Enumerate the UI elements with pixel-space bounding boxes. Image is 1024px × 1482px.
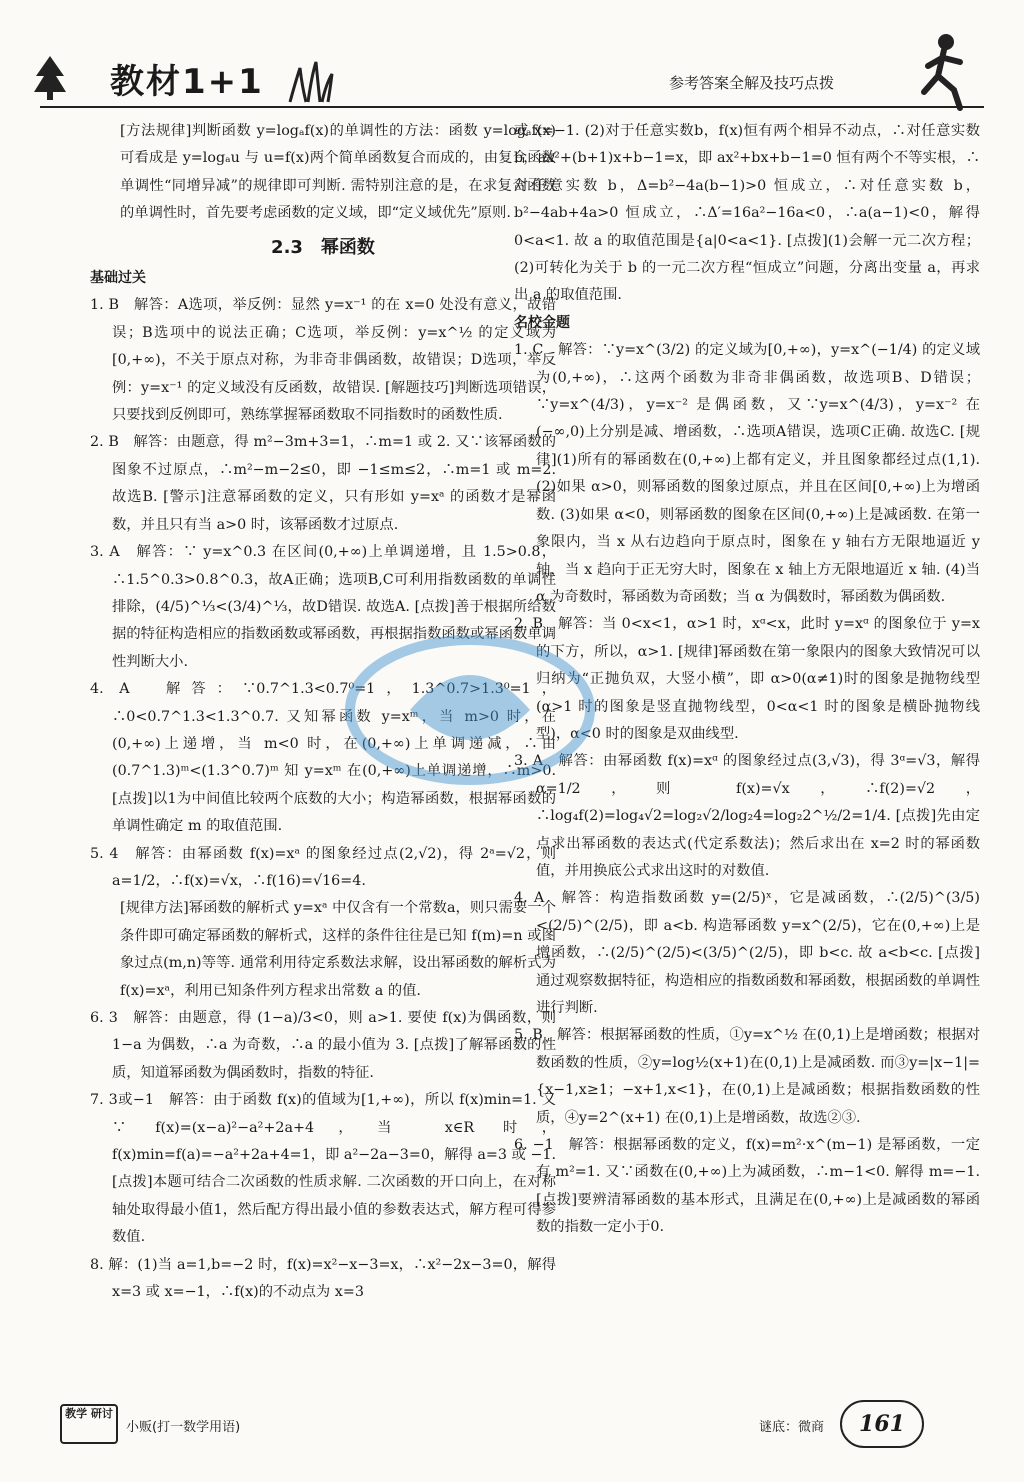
continued-answer: 或 x=−1. (2)对于任意实数b，f(x)恒有两个相异不动点，∴对任意实数 b，ax²+(b+1)x+b−1=x，即 ax²+bx+b−1=0 恒有两个不等实根，∴对任意实数 b，Δ=b²−4a(b−1)>0 恒成立，∴对任意实数 b，b²−4ab+4a>0 恒成立，∴Δ′=16a²−16a<0，∴a(a−1)<0，解得 0<a<1. 故 a 的取值范围是{a|0<a<1}. [点拨](1)会解一元二次方程；(2)可转化为关于 b 的一元二次方程“恒成立”问题，分离出变量 a，再求出 a 的取值范围. bbox=[514, 123, 980, 304]
grass-icon bbox=[286, 60, 336, 104]
answer-item: 2. B 解答：由题意，得 m²−3m+3=1，∴m=1 或 2. 又∵该幂函数的图象不过原点，∴m²−m−2≤0，即 −1≤m≤2，∴m=1 或 m=2. 故选B. [警示]注意幂函数的定义，只有形如 y=xᵃ 的函数才是幂函数，并且只有当 a>0 时，该幂函数才过原点. bbox=[90, 434, 556, 533]
footer-riddle: 小贩(打一数学用语) bbox=[126, 1420, 241, 1435]
brand-plus: 1+1 bbox=[182, 62, 264, 102]
answer-item: 3. A 解答：∵ y=x^0.3 在区间(0,+∞)上单调递增，且 1.5>0.8，∴1.5^0.3>0.8^0.3，故A正确；选项B,C可利用指数函数的单调性排除，(4/5)^⅓<(3/4)^⅓，故D错误. 故选A. [点拨]善于根据所给数据的特征构造相应的指数函数或幂函数，再根据指数函数或幂函数单调性判断大小. bbox=[90, 544, 556, 670]
subhead-gold: 名校金题 bbox=[514, 314, 570, 331]
answer-item: 2. B 解答：当 0<x<1，α>1 时，xᵅ<x，此时 y=xᵅ 的图象位于 y=x 的下方，所以，α>1. [规律]幂函数在第一象限内的图象大致情况可以归纳为“正抛负双，大竖小横”，即 α>0(α≠1)时的图象是抛物线型(α>1 时的图象是竖直抛物线型，0<α<1 时的图象是横卧抛物线型)，α<0 时的图象是双曲线型. bbox=[514, 616, 980, 742]
subhead-basic: 基础过关 bbox=[90, 270, 146, 287]
page-footer bbox=[60, 1400, 964, 1450]
answer-item: 3. A 解答：由幂函数 f(x)=xᵅ 的图象经过点(3,√3)，得 3ᵅ=√3，解得 α=1/2，则 f(x)=√x，∴f(2)=√2，∴log₄f(2)=log₄√2=log₂√2/log₂4=log₂2^½/2=1/4. [点拨]先由定点求出幂函数的表达式(代定系数法)；然后求出在 x=2 时的幂函数值，并用换底公式求出这时的对数值. bbox=[514, 753, 980, 879]
answer-item: 8. 解：(1)当 a=1,b=−2 时，f(x)=x²−x−3=x，∴x²−2x−3=0，解得 x=3 或 x=−1，∴f(x)的不动点为 x=3 bbox=[90, 1256, 556, 1301]
page-number: 161 bbox=[840, 1400, 924, 1448]
footer-logo: 教学 研讨 bbox=[60, 1404, 118, 1444]
header-subtitle: 参考答案全解及技巧点拨 bbox=[668, 74, 834, 92]
right-column bbox=[514, 118, 980, 1242]
answer-item: 4. A 解答：∵0.7^1.3<0.7⁰=1，1.3^0.7>1.3⁰=1，∴0<0.7^1.3<1.3^0.7. 又知幂函数 y=xᵐ，当 m>0 时，在(0,+∞)上递增，当 m<0 时，在(0,+∞)上单调递减，∴由(0.7^1.3)ᵐ<(1.3^0.7)ᵐ 知 y=xᵐ 在(0,+∞)上单调递增，∴m>0. [点拨]以1为中间值比较两个底数的大小；构造幂函数，根据幂函数的单调性确定 m 的取值范围. bbox=[90, 681, 556, 835]
answer-item: 6. −1 解答：根据幂函数的定义，f(x)=m²·x^(m−1) 是幂函数，一定有 m²=1. 又∵函数在(0,+∞)上为减函数，∴m−1<0. 解得 m=−1. [点拨]要辨清幂函数的基本形式，且满足在(0,+∞)上是减函数的幂函数的指数一定小于0. bbox=[514, 1137, 980, 1236]
answer-item: 5. B 解答：根据幂函数的性质，①y=x^½ 在(0,1)上是增函数；根据对数函数的性质，②y=log½(x+1)在(0,1)上是减函数. 而③y=|x−1|={x−1,x≥1；−x+1,x<1}，在(0,1)上是减函数；根据指数函数的性质，④y=2^(x+1) 在(0,1)上是增函数，故选②③. bbox=[514, 1027, 980, 1126]
rule-note: [规律方法]幂函数的解析式 y=xᵃ 中仅含有一个常数a，则只需要一个条件即可确定幂函数的解析式，这样的条件往往是已知 f(m)=n 或图象过点(m,n)等等. 通常利用待定系数法求解，设出幂函数的解析式为 f(x)=xᵃ，利用已知条件列方程求出常数 a 的值. bbox=[120, 900, 556, 999]
footer-riddle-answer: 谜底：微商 bbox=[758, 1420, 824, 1435]
brand-text: 教材 bbox=[110, 62, 182, 102]
page-header bbox=[40, 40, 984, 112]
left-column bbox=[90, 118, 556, 1306]
answer-item: 5. 4 解答：由幂函数 f(x)=xᵃ 的图象经过点(2,√2)，得 2ᵃ=√2，则 a=1/2，∴f(x)=√x，∴f(16)=√16=4. bbox=[90, 845, 556, 889]
answer-item: 6. 3 解答：由题意，得 (1−a)/3<0，则 a>1. 要使 f(x)为偶函数，则 1−a 为偶数，∴a 为奇数，∴a 的最小值为 3. [点拨]了解幂函数的性质，知道幂函数为偶函数时，指数的特征. bbox=[90, 1010, 556, 1081]
method-note: [方法规律]判断函数 y=logₐf(x)的单调性的方法：函数 y=logₐf(x)可看成是 y=logₐu 与 u=f(x)两个简单函数复合而成的，由复合函数单调性“同增异减”的规律即可判断. 需特别注意的是，在求复合函数的单调性时，首先要考虑函数的定义域，即“定义域优先”原则. bbox=[120, 123, 556, 222]
book-tree-icon bbox=[30, 52, 70, 102]
header-rule bbox=[40, 106, 984, 108]
answer-item: 7. 3或−1 解答：由于函数 f(x)的值域为[1,+∞)，所以 f(x)min=1. 又∵ f(x)=(x−a)²−a²+2a+4，当 x∈R 时，f(x)min=f(a)=−a²+2a+4=1，即 a²−2a−3=0，解得 a=3 或 −1. [点拨]本题可结合二次函数的性质求解. 二次函数的开口向上，在对称轴处取得最小值1，然后配方得出最小值的参数表达式，解方程可得参数值. bbox=[90, 1092, 556, 1246]
answer-item: 4. A 解答：构造指数函数 y=(2/5)ˣ，它是减函数，∴(2/5)^(3/5)<(2/5)^(2/5)，即 a<b. 构造幂函数 y=x^(2/5)，它在(0,+∞)上是增函数，∴(2/5)^(2/5)<(3/5)^(2/5)，即 b<c. 故 a<b<c. [点拨]通过观察数据特征，构造相应的指数函数和幂函数，根据函数的单调性进行判断. bbox=[514, 890, 980, 1016]
answer-item: 1. C 解答：∵y=x^(3/2) 的定义域为[0,+∞)，y=x^(−1/4) 的定义域为(0,+∞)，∴这两个函数为非奇非偶函数，故选项B、D错误；∵y=x^(4/3)，y=x⁻² 是偶函数，又∵y=x^(4/3)，y=x⁻² 在(−∞,0)上分别是减、增函数，∴选项A错误，选项C正确. 故选C. [规律](1)所有的幂函数在(0,+∞)上都有定义，并且图象都经过点(1,1). (2)如果 α>0，则幂函数的图象过原点，并且在区间[0,+∞)上为增函数. (3)如果 α<0，则幂函数的图象在区间(0,+∞)上是减函数. 在第一象限内，当 x 从右边趋向于原点时，图象在 y 轴右方无限地逼近 y 轴，当 x 趋向于正无穷大时，图象在 x 轴上方无限地逼近 x 轴. (4)当 α 为奇数时，幂函数为奇函数；当 α 为偶数时，幂函数为偶函数. bbox=[514, 342, 980, 605]
answer-item: 1. B 解答：A选项，举反例：显然 y=x⁻¹ 的在 x=0 处没有意义，故错误；B选项中的说法正确；C选项，举反例：y=x^½ 的定义域为[0,+∞)，不关于原点对称，为非奇非偶函数，故错误；D选项，举反例：y=x⁻¹ 的定义域没有反函数，故错误. [解题技巧]判断选项错误，只要找到反例即可，熟练掌握幂函数取不同指数时的函数性质. bbox=[90, 297, 556, 424]
runner-icon bbox=[914, 32, 974, 112]
section-title: 2.3 幂函数 bbox=[271, 236, 375, 258]
brand-title bbox=[110, 54, 264, 103]
